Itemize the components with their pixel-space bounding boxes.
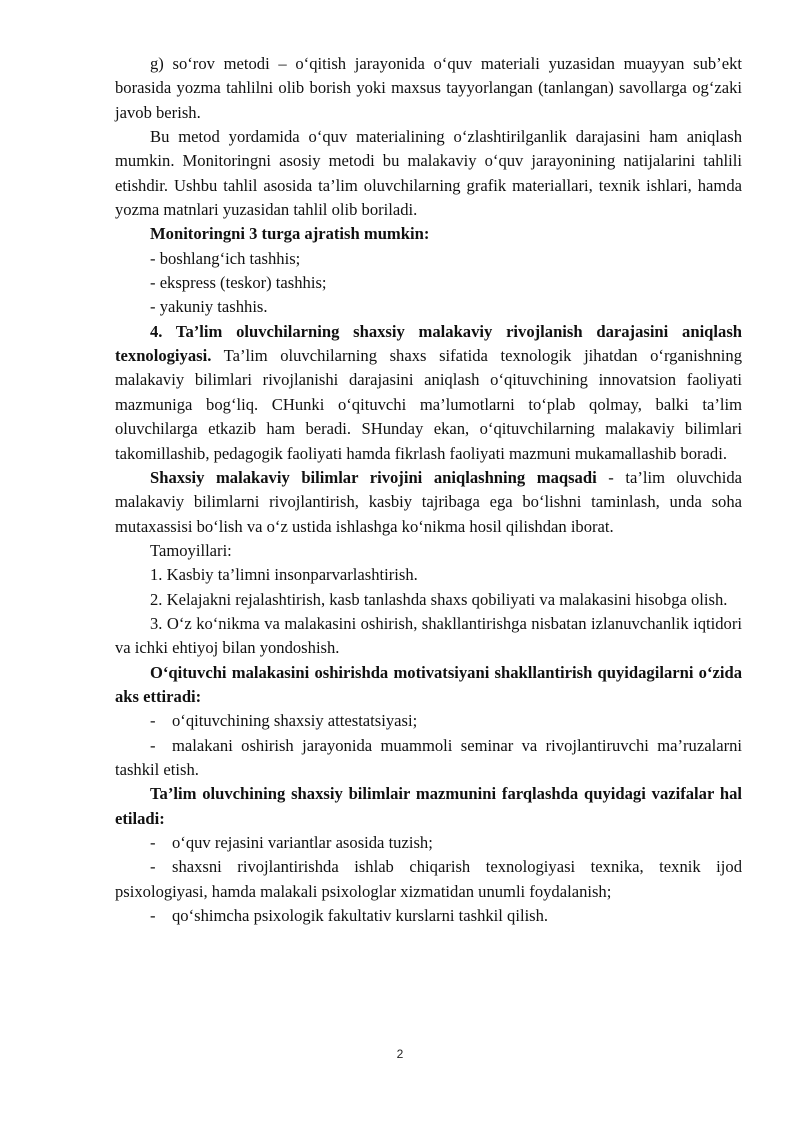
paragraph-monitoring-method: Bu metod yordamida o‘quv materialining o‘zlashtirilganlik darajasini ham aniqlash mumkin. Monitoringni asosiy metodi bu malakaviy o‘quv jarayonining natijalarini tahlili etishdir. Ushbu tahlil asosida ta’lim oluvchilarning grafik materiallari, texnik ishlari, hamda yozma matnlari yuzasidan tahlil olib boriladi.	[115, 127, 742, 220]
list-item	[115, 904, 742, 928]
list-item-text: malakani oshirish jarayonida muammoli seminar va rivojlantiruvchi ma’ruzalarni tashkil etish.	[115, 735, 742, 779]
dash-marker: -	[150, 273, 156, 293]
list-item	[115, 831, 742, 855]
heading-tasks: Ta’lim oluvchining shaxsiy bilimlair mazmunini farqlashda quyidagi vazifalar hal etiladi:	[115, 784, 742, 828]
principle-item: 2. Kelajakni rejalashtirish, kasb tanlashda shaxs qobiliyati va malakasini hisobga olish.	[150, 589, 728, 609]
list-item-text: ekspress (teskor) tashhis;	[159, 273, 327, 293]
goal-body: - ta’lim oluvchida malakaviy bilimlarni rivojlantirish, kasbiy tajribaga ega bo‘lishni taminlash, unda soha mutaxassisi bo‘lish va o‘z ustida ishlashga ko‘nikma hosil qilishdan iborat.	[115, 467, 742, 536]
paragraph-goal	[115, 466, 742, 539]
page-number: 2	[396, 1047, 404, 1061]
dash-marker: -	[150, 833, 156, 852]
list-item	[115, 271, 742, 295]
list-item-text: boshlang‘ich tashhis;	[159, 248, 301, 268]
list-item	[115, 295, 742, 319]
paragraph-survey-method: g) so‘rov metodi – o‘qitish jarayonida o‘quv materiali yuzasidan muayyan sub’ekt borasida yozma tahlilni olib borish yoki maxsus tayyorlangan (tanlangan) savollarga og‘zaki javob berish.	[115, 54, 742, 122]
principle-item: 1. Kasbiy ta’limni insonparvarlashtirish.	[150, 565, 418, 585]
list-item-text: qo‘shimcha psixologik fakultativ kurslarni tashkil qilish.	[172, 906, 549, 926]
list-item	[115, 855, 742, 904]
principle-item: 3. O‘z ko‘nikma va malakasini oshirish, shakllantirishga nisbatan izlanuvchanlik iqtidori va ichki ehtiyoj bilan yondoshish.	[115, 613, 742, 658]
principles-heading: Tamoyillari:	[150, 540, 232, 560]
dash-marker: -	[150, 735, 156, 755]
dash-marker: -	[150, 906, 156, 926]
list-item	[115, 247, 742, 271]
page-body	[115, 52, 742, 928]
heading-monitoring-types: Monitoringni 3 turga ajratish mumkin:	[150, 224, 430, 244]
heading-motivation: O‘qituvchi malakasini oshirishda motivatsiyani shakllantirish quyidagilarni o‘zida aks ettiradi:	[115, 662, 742, 706]
goal-title: Shaxsiy malakaviy bilimlar rivojini aniqlashning maqsadi	[150, 467, 597, 487]
list-item-text: o‘qituvchining shaxsiy attestatsiyasi;	[172, 711, 418, 731]
list-item	[115, 734, 742, 783]
list-item-text: o‘quv rejasini variantlar asosida tuzish;	[172, 833, 433, 852]
dash-marker: -	[150, 711, 156, 731]
section-4-title: 4. Ta’lim oluvchilarning shaxsiy malakaviy rivojlanish darajasini aniqlash texnologiyasi.	[115, 321, 742, 366]
dash-marker: -	[150, 248, 156, 268]
section-4-paragraph	[115, 320, 742, 466]
dash-marker: -	[150, 857, 156, 877]
list-item-text: shaxsni rivojlantirishda ishlab chiqarish texnologiyasi texnika, texnik ijod psixologiyasi, hamda malakali psixologlar xizmatidan unumli foydalanish;	[115, 857, 742, 901]
list-item	[115, 709, 742, 733]
dash-marker: -	[150, 297, 156, 317]
section-4-body: Ta’lim oluvchilarning shaxs sifatida texnologik jihatdan o‘rganishning malakaviy bilimlari rivojlanishi darajasini aniqlash o‘qituvchining innovatsion faoliyati mazmuniga bog‘liq. CHunki o‘qituvchi ma’lumotlarni to‘plab qolmay, balki ta’lim oluvchilarga etkazib ham beradi. SHunday ekan, o‘qituvchilarning malakaviy bilimlari takomillashib, pedagogik faoliyati hamda fikrlash faoliyati mazmuni mukamallashib boradi.	[115, 346, 742, 463]
list-item-text: yakuniy tashhis.	[159, 297, 268, 317]
